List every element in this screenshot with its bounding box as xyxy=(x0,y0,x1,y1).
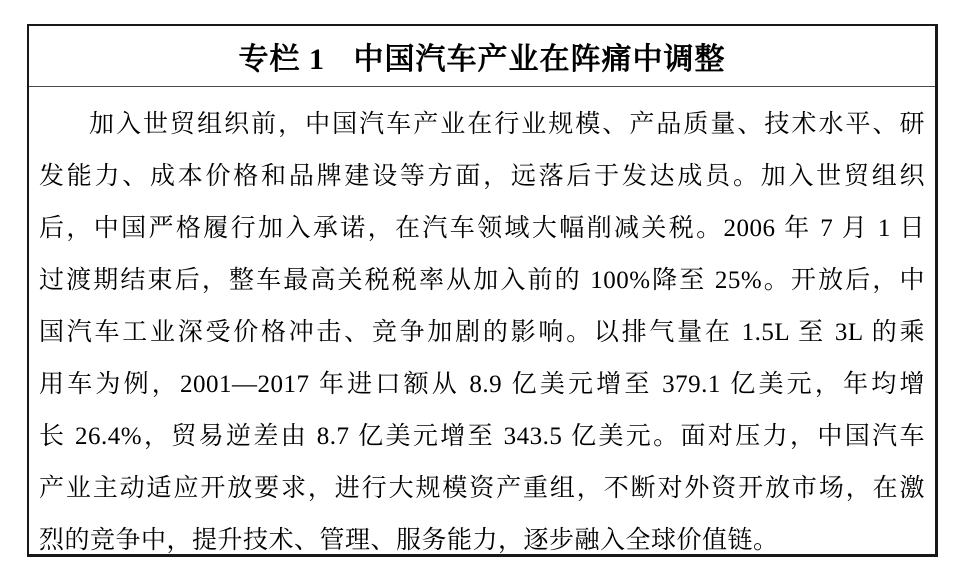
body-line: 后，中国严格履行加入承诺，在汽车领域大幅削减关税。2006 年 7 月 1 日 xyxy=(39,215,925,242)
body-line: 烈的竞争中，提升技术、管理、服务能力，逐步融入全球价值链。 xyxy=(39,527,779,554)
body-line: 加入世贸组织前，中国汽车产业在行业规模、产品质量、技术水平、研 xyxy=(89,111,925,138)
column-title xyxy=(29,26,935,87)
column-body xyxy=(29,87,935,567)
body-line: 用车为例，2001—2017 年进口额从 8.9 亿美元增至 379.1 亿美元，年均增 xyxy=(39,371,925,398)
column-title-label: 专栏 1 xyxy=(238,43,325,76)
body-line: 产业主动适应开放要求，进行大规模资产重组，不断对外资开放市场，在激 xyxy=(39,475,925,502)
column-box xyxy=(27,24,938,557)
body-line: 长 26.4%，贸易逆差由 8.7 亿美元增至 343.5 亿美元。面对压力，中国汽车 xyxy=(39,423,925,450)
body-line: 国汽车工业深受价格冲击、竞争加剧的影响。以排气量在 1.5L 至 3L 的乘 xyxy=(39,319,925,346)
body-line: 过渡期结束后，整车最高关税税率从加入前的 100%降至 25%。开放后，中 xyxy=(39,267,925,294)
body-line: 发能力、成本价格和品牌建设等方面，远落后于发达成员。加入世贸组织 xyxy=(39,163,925,190)
column-title-text: 中国汽车产业在阵痛中调整 xyxy=(353,43,726,76)
